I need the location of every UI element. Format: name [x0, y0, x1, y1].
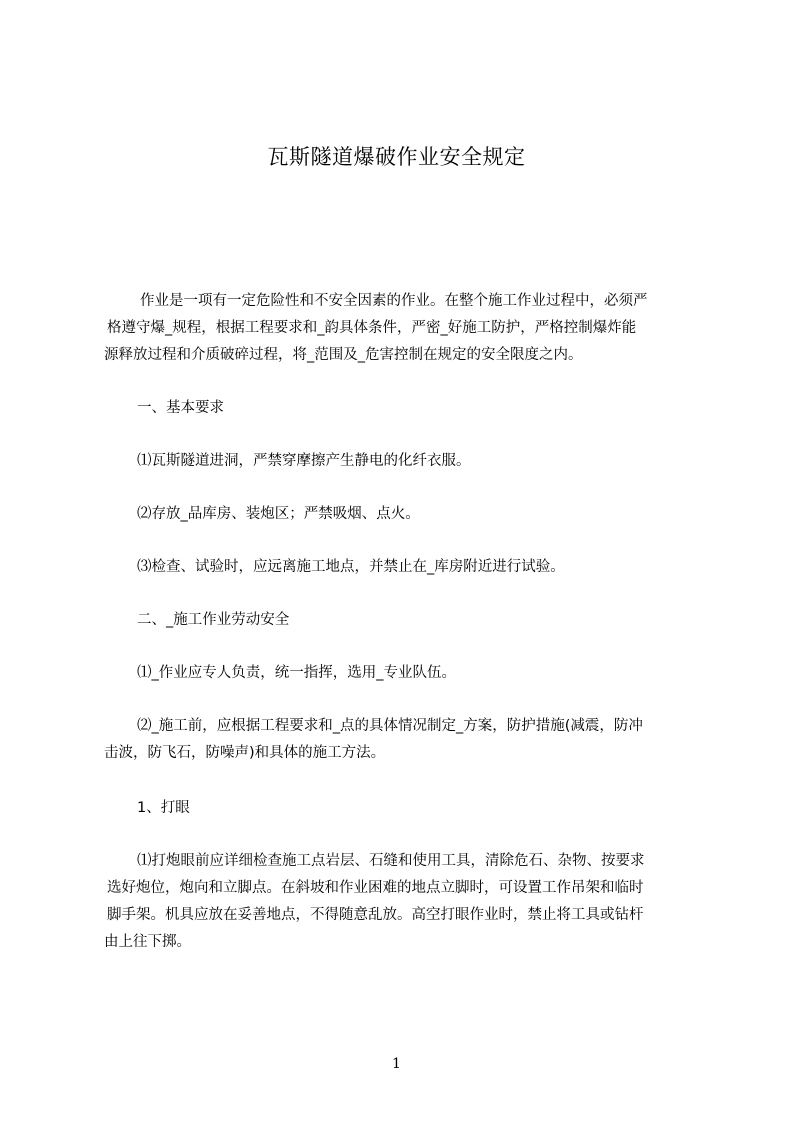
section2-item-2-line-1: ⑵_施工前，应根据工程要求和_点的具体情况制定_方案，防护措施(减震，防冲: [137, 718, 643, 734]
section2-item-2: [104, 713, 712, 767]
intro-line-2: 格遵守爆_规程，根据工程要求和_韵具体条件，严密_好施工防护，严格控制爆炸能: [107, 320, 637, 336]
section1-item-1: ⑴瓦斯隧道进洞，严禁穿摩擦产生静电的化纤衣服。: [137, 453, 471, 469]
subsection1-item-1-line-4: 由上往下掷。: [104, 934, 191, 950]
subsection1-item-1-line-1: ⑴打炮眼前应详细检查施工点岩层、石缝和使用工具，清除危石、杂物、按要求: [137, 853, 645, 869]
subsection1-item-1: [104, 848, 712, 956]
section-heading-basic-requirements: 一、基本要求: [137, 400, 224, 416]
document-title: 瓦斯隧道爆破作业安全规定: [267, 145, 526, 169]
subsection1-item-1-line-2: 选好炮位，炮向和立脚点。在斜坡和作业困难的地点立脚时，可设置工作吊架和临时: [107, 880, 644, 896]
section1-item-2: ⑵存放_品库房、装炮区；严禁吸烟、点火。: [137, 506, 420, 522]
subsection1-item-1-line-3: 脚手架。机具应放在妥善地点，不得随意乱放。高空打眼作业时，禁止将工具或钻杆: [107, 907, 644, 923]
intro-line-3: 源释放过程和介质破碎过程，将_范围及_危害控制在规定的安全限度之内。: [104, 347, 583, 363]
intro-line-1: 作业是一项有一定危险性和不安全因素的作业。在整个施工作业过程中，必须严: [140, 293, 648, 309]
section2-item-1: ⑴_作业应专人负责，统一指挥，选用_专业队伍。: [137, 665, 456, 681]
section1-item-3: ⑶检查、试验时，应远离施工地点，并禁止在_库房附近进行试验。: [137, 559, 565, 575]
subsection-heading-drilling: 1、打眼: [137, 800, 190, 816]
page-number: 1: [392, 1056, 401, 1072]
intro-paragraph: [104, 288, 712, 369]
section2-item-2-line-2: 击波，防飞石，防噪声)和具体的施工方法。: [104, 745, 386, 761]
section-heading-labor-safety: 二、_施工作业劳动安全: [137, 612, 290, 628]
